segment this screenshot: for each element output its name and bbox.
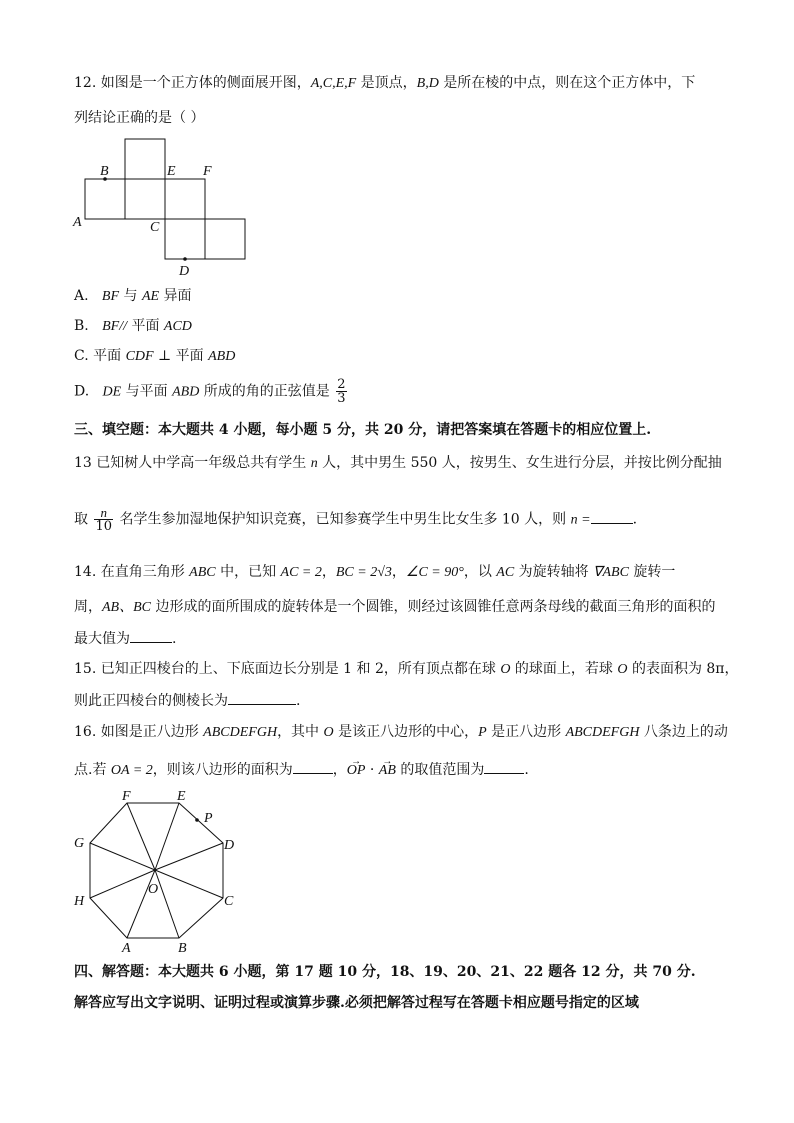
fraction-n-over-10: $\frac{n}{10}$ <box>95 505 112 534</box>
answer-blank-14[interactable] <box>130 628 172 643</box>
q12-option-c: C. 平面 CDF ⊥ 平面 ABD <box>74 348 236 364</box>
q14-line3: 最大值为 . <box>74 628 176 649</box>
label-e: E <box>177 789 186 804</box>
fraction-two-thirds: $\frac{2}{3}$ <box>337 377 346 406</box>
point-p-dot <box>195 818 199 822</box>
vector-op: → OP <box>347 761 366 781</box>
q16-line1: 16. 如图是正八边形 ABCDEFGH，其中 O 是该正八边形的中心，P 是正八边形 ABCDEFGH 八条边上的动 <box>74 724 728 740</box>
octagon-figure <box>66 785 256 957</box>
q15-line2: 则此正四棱台的侧棱长为 . <box>74 690 300 711</box>
label-g: G <box>74 836 85 851</box>
q15-line1: 15. 已知正四棱台的上、下底面边长分别是 1 和 2，所有顶点都在球 O 的球面上，若球 O 的表面积为 8π， <box>74 661 739 677</box>
q16-line2: 点.若 OA = 2，则该八边形的面积为 ，→ OP · → AB 的取值范围为 . <box>74 759 529 781</box>
point-d-dot <box>183 257 187 261</box>
cube-net-figure <box>70 135 260 280</box>
label-d: D <box>179 264 190 279</box>
label-f: F <box>203 164 212 179</box>
label-b: B <box>100 164 109 179</box>
section3-heading: 三、填空题：本大题共 4 小题，每小题 5 分，共 20 分，请把答案填在答题卡的相应位置上. <box>74 422 652 438</box>
answer-blank-16b[interactable] <box>484 759 524 774</box>
q13-line1: 13 已知树人中学高一年级总共有学生 n 人，其中男生 550 人，按男生、女生进行分层，并按比例分配抽 <box>74 455 722 471</box>
vector-ab: → AB <box>379 761 396 781</box>
q12-option-a: A. BF 与 AE 异面 <box>74 288 192 304</box>
label-h: H <box>74 894 85 909</box>
label-p: P <box>204 811 213 826</box>
q14-line2: 周，AB、BC 边形成的面所围成的旋转体是一个圆锥，则经过该圆锥任意两条母线的截面三角形的面积的 <box>74 599 716 615</box>
label-c: C <box>150 220 160 235</box>
q12-option-d: D. DE 与平面 ABD 所成的角的正弦值是 $\frac{2}{3}$ <box>74 377 346 406</box>
section4-heading-line1: 四、解答题：本大题共 6 小题，第 17 题 10 分，18、19、20、21、22 题各 12 分，共 70 分. <box>74 964 696 980</box>
answer-blank-13[interactable] <box>591 509 633 524</box>
label-c: C <box>224 894 234 909</box>
section4-heading-line2: 解答应写出文字说明、证明过程或演算步骤.必须把解答过程写在答题卡相应题号指定的区域 <box>74 995 639 1011</box>
label-d: D <box>224 838 235 853</box>
q14-line1: 14. 在直角三角形 ABC 中，已知 AC = 2，BC = 2√3，∠C = 90°，以 AC 为旋转轴将 ∇ABC 旋转一 <box>74 564 676 580</box>
label-e: E <box>167 164 176 179</box>
q12-line2: 列结论正确的是（ ） <box>74 110 205 126</box>
label-b: B <box>178 941 187 956</box>
label-f: F <box>122 789 131 804</box>
q12-line1: 12. 如图是一个正方体的侧面展开图，A,C,E,F 是顶点，B,D 是所在棱的中点，则在这个正方体中，下 <box>74 75 696 91</box>
q12-option-b: B. BF// 平面 ACD <box>74 318 192 334</box>
q13-line2: 取 $\frac{n}{10}$ 名学生参加湿地保护知识竞赛，已知参赛学生中男生比女生多 10 人，则 n = . <box>74 505 638 534</box>
label-a: A <box>122 941 131 956</box>
answer-blank-16a[interactable] <box>293 759 333 774</box>
label-a: A <box>73 215 82 230</box>
answer-blank-15[interactable] <box>228 690 296 705</box>
label-o: O <box>148 882 159 897</box>
